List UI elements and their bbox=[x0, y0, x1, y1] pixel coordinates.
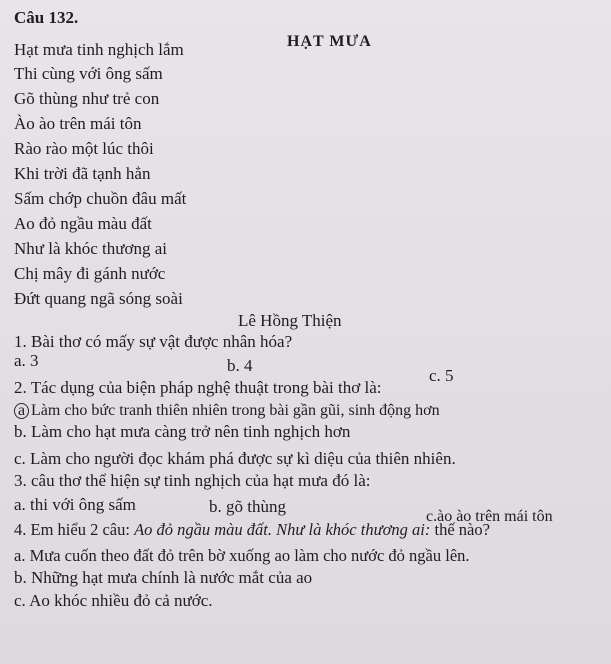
selected-answer-circle: a bbox=[14, 403, 29, 419]
question-1-option-a: a. 3 bbox=[14, 351, 39, 370]
poem-title: HẠT MƯA bbox=[287, 33, 372, 50]
question-2-option-b: b. Làm cho hạt mưa càng trở nên tinh nghịch hơn bbox=[14, 422, 351, 441]
question-3-option-b: b. gõ thùng bbox=[209, 497, 286, 516]
question-4-suffix: thế nào? bbox=[430, 520, 490, 539]
poem-line: Sấm chớp chuồn đâu mất bbox=[14, 189, 187, 208]
question-4-option-a: a. Mưa cuốn theo đất đỏ trên bờ xuống ao làm cho nước đỏ ngầu lên. bbox=[14, 546, 470, 565]
question-2-option-a bbox=[14, 401, 440, 421]
question-2-text: 2. Tác dụng của biện pháp nghệ thuật trong bài thơ là: bbox=[14, 378, 382, 397]
question-number: Câu 132. bbox=[14, 8, 79, 27]
poem-line: Thi cùng với ông sấm bbox=[14, 64, 163, 83]
poem-line: Hạt mưa tinh nghịch lắm bbox=[14, 40, 184, 59]
poem-line: Đứt quang ngã sóng soài bbox=[14, 289, 183, 308]
poem-line: Ao đỏ ngầu màu đất bbox=[14, 214, 152, 233]
poem-author: Lê Hồng Thiện bbox=[238, 311, 342, 330]
poem-line: Rào rào một lúc thôi bbox=[14, 139, 154, 158]
question-4-prefix: 4. Em hiểu 2 câu: bbox=[14, 520, 135, 539]
question-3-text: 3. câu thơ thể hiện sự tinh nghịch của hạt mưa đó là: bbox=[14, 471, 371, 490]
question-2-option-a-text: Làm cho bức tranh thiên nhiên trong bài gần gũi, sinh động hơn bbox=[31, 402, 440, 419]
poem-line: Khi trời đã tạnh hẳn bbox=[14, 164, 151, 183]
poem-line: Chị mây đi gánh nước bbox=[14, 264, 166, 283]
question-1-text: 1. Bài thơ có mấy sự vật được nhân hóa? bbox=[14, 332, 293, 351]
poem-line: Như là khóc thương ai bbox=[14, 239, 167, 258]
question-4-option-b: b. Những hạt mưa chính là nước mắt của ao bbox=[14, 568, 313, 587]
poem-line: Gõ thùng như trẻ con bbox=[14, 89, 160, 108]
question-1-option-c: c. 5 bbox=[429, 366, 454, 385]
question-3-option-c: c.ào ào trên mái tôn bbox=[426, 508, 553, 525]
question-4-text bbox=[14, 520, 490, 540]
question-4-quote: Ao đỏ ngầu màu đất. Như là khóc thương ai: bbox=[134, 520, 431, 539]
question-4-option-c: c. Ao khóc nhiều đỏ cả nước. bbox=[14, 591, 213, 610]
question-1-option-b: b. 4 bbox=[227, 356, 253, 375]
poem-line: Ào ào trên mái tôn bbox=[14, 114, 142, 133]
question-2-option-c: c. Làm cho người đọc khám phá được sự kì diệu của thiên nhiên. bbox=[14, 449, 456, 468]
question-3-option-a: a. thi với ông sấm bbox=[14, 495, 136, 514]
